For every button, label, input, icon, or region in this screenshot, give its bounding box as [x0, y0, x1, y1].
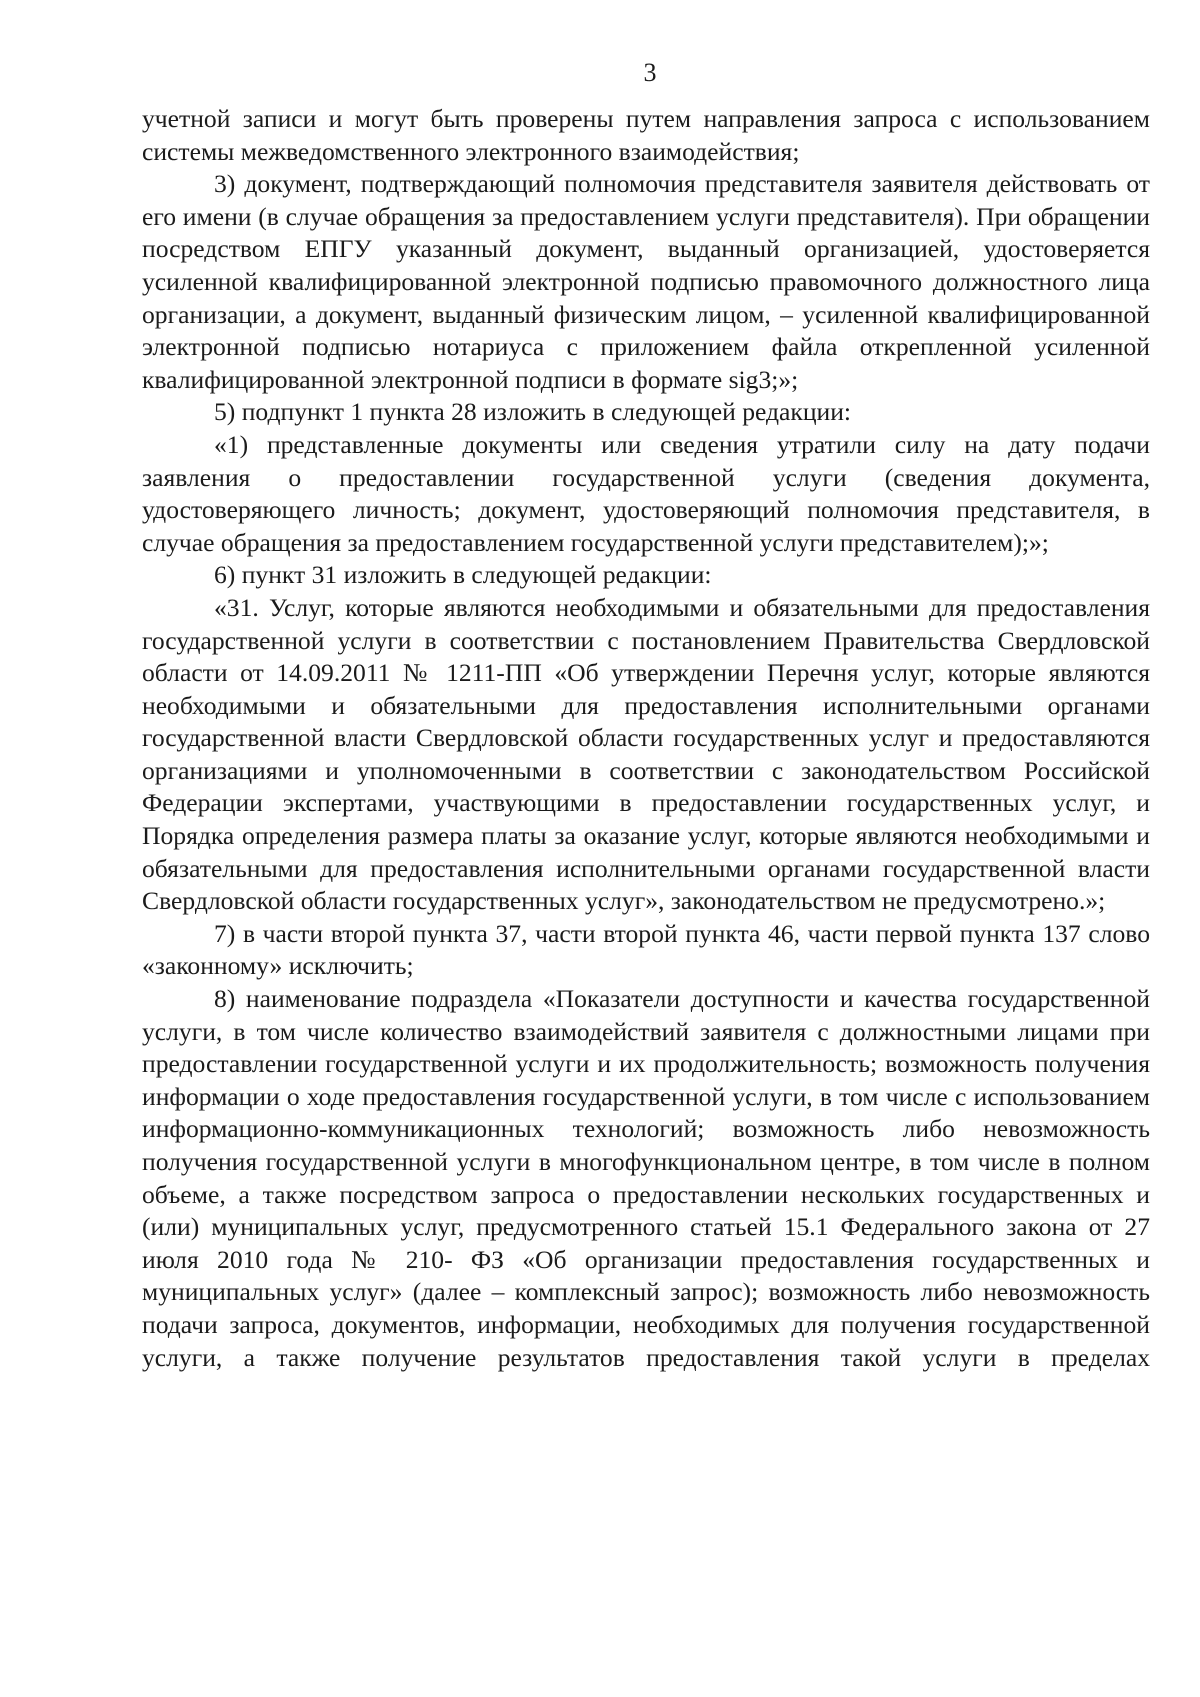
paragraph-item-5: 5) подпункт 1 пункта 28 изложить в следующей редакции:: [214, 397, 852, 427]
page-number: 3: [643, 58, 657, 87]
paragraph-item-7: 7) в части второй пункта 37, части второй пункта 46, части первой пункта 137 слово «законному» исключить;: [142, 918, 1150, 981]
document-body: [142, 103, 1150, 1374]
paragraph-quote-subitem-1: «1) представленные документы или сведения утратили силу на дату подачи заявления о предоставлении государственной услуги (сведения документа, удостоверяющего личность; документ, удостоверяющий полномочия представителя, в случае обращения за предоставлением государственной услуги представителем);»;: [142, 429, 1150, 557]
paragraph-quote-item-31: «31. Услуг, которые являются необходимыми и обязательными для предоставления государственной услуги в соответствии с постановлением Правительства Свердловской области от 14.09.2011 № 1211-ПП «Об утверждении Перечня услуг, которые являются необходимыми и обязательными для предоставления исполнительными органами государственной власти Свердловской области государственных услуг и предоставляются организациями и уполномоченными в соответствии с законодательством Российской Федерации экспертами, участвующими в предоставлении государственных услуг, и Порядка определения размера платы за оказание услуг, которые являются необходимыми и обязательными для предоставления исполнительными органами государственной власти Свердловской области государственных услуг», законодательством не предусмотрено.»;: [142, 592, 1150, 916]
paragraph-item-6: 6) пункт 31 изложить в следующей редакции:: [214, 560, 712, 590]
paragraph-item-3: 3) документ, подтверждающий полномочия представителя заявителя действовать от его имени (в случае обращения за предоставлением услуги представителя). При обращении посредством ЕПГУ указанный документ, выданный организацией, удостоверяется усиленной квалифицированной электронной подписью правомочного должностного лица организации, а документ, выданный физическим лицом, – усиленной квалифицированной электронной подписью нотариуса с приложением файла открепленной усиленной квалифицированной электронной подписи в формате sig3;»;: [142, 169, 1150, 394]
paragraph-continuation: учетной записи и могут быть проверены путем направления запроса с использованием системы межведомственного электронного взаимодействия;: [142, 104, 1150, 166]
paragraph-item-8: 8) наименование подраздела «Показатели доступности и качества государственной услуги, в том числе количество взаимодействий заявителя с должностными лицами при предоставлении государственной услуги и их продолжительность; возможность получения информации о ходе предоставления государственной услуги, в том числе с использованием информационно-коммуникационных технологий; возможность либо невозможность получения государственной услуги в многофункциональном центре, в том числе в полном объеме, а также посредством запроса о предоставлении нескольких государственных и (или) муниципальных услуг, предусмотренного статьей 15.1 Федерального закона от 27 июля 2010 года № 210- ФЗ «Об организации предоставления государственных и муниципальных услуг» (далее – комплексный запрос); возможность либо невозможность подачи запроса, документов, информации, необходимых для получения государственной услуги, а также получение результатов предоставления такой услуги в пределах: [142, 984, 1150, 1372]
